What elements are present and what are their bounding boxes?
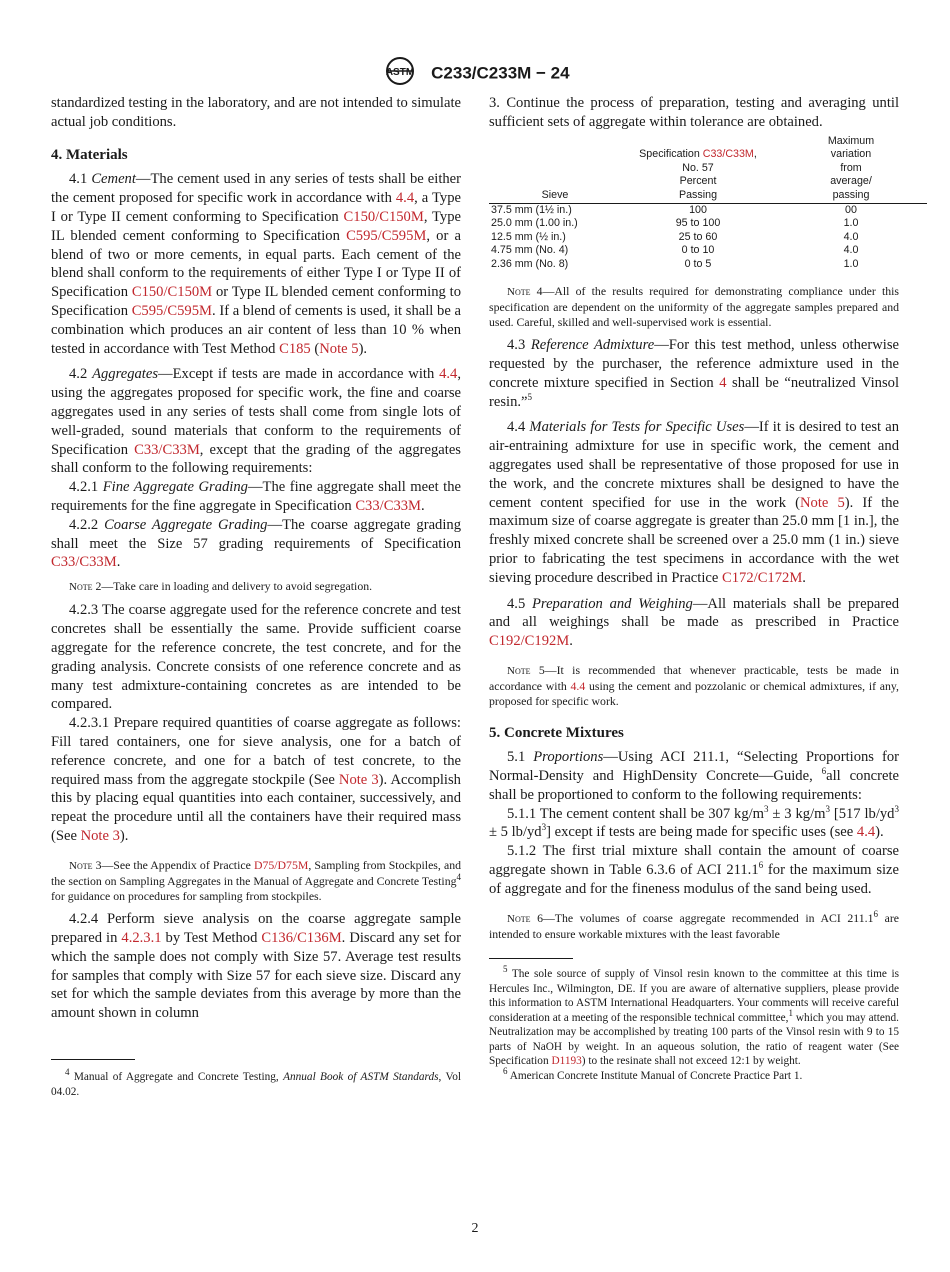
link-d75[interactable]: D75/D75M <box>253 857 309 872</box>
link-c33[interactable]: C33/C33M <box>702 148 754 161</box>
para-4-2-2: 4.2.2 Coarse Aggregate Grading—The coarse aggregate grading shall meet the Size 57 grading requirements of Specification C33/C33M. <box>51 516 461 571</box>
link-4-2-3-1[interactable]: 4.2.3.1 <box>121 930 162 947</box>
header-spec: Specification C33/C33M, No. 57 Percent Passing <box>621 135 775 203</box>
link-c595[interactable]: C595/C595M <box>346 227 427 244</box>
para-4-2-3-1: 4.2.3.1 Prepare required quantities of coarse aggregate as follows: Fill tared containers, one for sieve analysis, one for a batch of reference concrete, and one for a batch of test concrete, to the required mass from the aggregate stockpile (See Note 3). Accomplish this by placing equal quantities into each container, successively, and repeat the procedure until all the containers have their required mass (See Note 3). <box>51 715 461 844</box>
para-4-5: 4.5 Preparation and Weighing—All materials shall be prepared and all weighings shall be made as prescribed in Practice C192/C192M. <box>489 595 899 650</box>
table-row: 37.5 mm (1½ in.) 100 00 <box>491 203 857 216</box>
link-c595[interactable]: C595/C595M <box>131 302 212 319</box>
column-3-continuation: 3. Continue the process of preparation, testing and averaging until sufficient sets of aggregate within tolerance are obtained. <box>489 95 899 130</box>
footnote-rule <box>51 1059 135 1060</box>
link-c185[interactable]: C185 <box>279 340 311 357</box>
note-4: Note 4—All of the results required for demonstrating compliance under this specification are dependent on the uniformity of the aggregate samples prepared and used. Careful, skilled and well-supervised work is essential. <box>489 283 899 329</box>
note-5: Note 5—It is recommended that whenever practicable, tests be made in accordance with 4.4 using the cement and pozzolanic or chemical admixtures, if any, proposed for specific work. <box>489 662 899 709</box>
link-note-5[interactable]: Note 5 <box>319 340 359 357</box>
link-4-4[interactable]: 4.4 <box>439 366 458 383</box>
left-column <box>51 94 461 1099</box>
link-note-3[interactable]: Note 3 <box>338 771 379 788</box>
link-d1193[interactable]: D1193 <box>551 1055 582 1068</box>
link-4-4[interactable]: 4.4 <box>395 190 415 207</box>
link-note-3[interactable]: Note 3 <box>80 827 120 844</box>
astm-logo-icon <box>380 56 420 91</box>
footnote-4: $^4$ Manual of Aggregate and Concrete Testing, Annual Book of ASTM Standards, Vol 04.02. <box>51 1067 462 1098</box>
para-4-1: 4.1 Cement—The cement used in any series of tests shall be either the cement proposed for specific work in accordance with 4.4, a Type I or Type II cement conforming to Specification C150/C150M, Type IL blended cement conforming to Specification C595/C595M, or a blend of two or more cements, in equal parts. Each cement of the blend shall conform to the requirements of either Type I or Type II of Specification C150/C150M or Type IL blended cement conforming to Specification C595/C595M. If a blend of cements is used, it shall be a combination which produces an air content of less than 10 % when tested in accordance with Test Method C185 (Note 5). <box>51 171 462 357</box>
section-5-heading: 5. Concrete Mixtures <box>489 724 624 741</box>
link-4-4[interactable]: 4.4 <box>570 679 586 694</box>
right-column <box>489 94 899 1083</box>
svg-text:ASTM: ASTM <box>386 67 415 78</box>
note-2: Note 2—Take care in loading and delivery to avoid segregation. <box>69 579 373 594</box>
table-row: 4.75 mm (No. 4) 0 to 10 4.0 <box>491 244 859 257</box>
intro-paragraph: standardized testing in the laboratory, and are not intended to simulate actual job conditions. <box>51 95 461 130</box>
link-c192[interactable]: C192/C192M <box>489 633 570 650</box>
para-4-4: 4.4 Materials for Tests for Specific Uses—If it is desired to test an air-entraining admixture for use in specific work, the cement and aggregates used shall be representative of those proposed for use in the work, and the concrete mixtures shall be designed to have the cement content specified for use in the work (Note 5). If the maximum size of coarse aggregate is greater than 25.0 mm [1 in.], the freshly mixed concrete shall be screened over a 25.0 mm (1 in.) sieve prior to fabricating the test specimens in accordance with the wet sieving procedure described in Practice C172/C172M. <box>489 419 900 586</box>
table-row: 12.5 mm (½ in.) 25 to 60 4.0 <box>491 230 859 243</box>
document-designation: C233/C233M − 24 <box>431 63 570 83</box>
para-4-3: 4.3 Reference Admixture—For this test method, unless otherwise requested by the purchaser, the reference admixture used in the concrete mixture specified in Section 4 shall be “neutralized Vinsol resin.”$^5$ <box>489 337 899 410</box>
note-6: Note 6—The volumes of coarse aggregate recommended in ACI 211.1$^6$ are intended to ensure workable mixtures with the least favorable <box>489 908 899 941</box>
link-c150[interactable]: C150/C150M <box>343 208 424 225</box>
link-section-4[interactable]: 4 <box>719 374 727 391</box>
section-4-heading: 4. Materials <box>51 146 128 163</box>
link-c172[interactable]: C172/C172M <box>722 569 803 586</box>
para-4-2-4: 4.2.4 Perform sieve analysis on the coarse aggregate sample prepared in 4.2.3.1 by Test Method C136/C136M. Discard any set for which the sample does not comply with Size 57. Average test results for samples that comply with Size 57 for each sieve size. Discard any set for which the sample deviates from this average by more than the amount shown in column <box>51 911 461 1022</box>
footnote-6: $^6$ American Concrete Institute Manual of Concrete Practice Part 1. <box>503 1065 803 1082</box>
page-number: 2 <box>471 1221 479 1236</box>
link-c136[interactable]: C136/C136M <box>261 930 342 947</box>
link-c33[interactable]: C33/C33M <box>355 497 422 514</box>
link-c150[interactable]: C150/C150M <box>131 284 213 301</box>
note-3: Note 3—See the Appendix of Practice D75/D75M, Sampling from Stockpiles, and the section on Sampling Aggregates in the Manual of Aggregate and Concrete Testing$^4$ for guidance on procedures for sampling from stockpiles. <box>51 857 461 904</box>
para-4-2-3: 4.2.3 The coarse aggregate used for the reference concrete and test concretes shall be essentially the same. Provide sufficient coarse aggregate for the reference concrete, the test concrete, and for the grading analysis. Concrete consists of one reference concrete and as many test admixture-containing concretes as are intended to be compared. <box>51 602 461 713</box>
page-header <box>0 56 950 91</box>
footnote-5: $^5$ The sole source of supply of Vinsol resin known to the committee at this time is Hercules Inc., Wilmington, DE. If you are aware of alternative suppliers, please provide this information to ASTM International Headquarters. Your comments will receive careful consideration at a meeting of the responsible technical committee,$^1$ which you may attend. Neutralization may be accomplished by treating 100 parts of the Vinsol resin with 9 to 15 parts of NaOH by weight. In an aqueous solution, the ratio of reagent water (See Specification D1193) to the resinate shall not exceed 12:1 by weight. <box>489 964 899 1068</box>
link-note-5[interactable]: Note 5 <box>799 494 845 511</box>
header-max-variation: Maximum variation from average/ passing <box>775 135 927 203</box>
table-row: 2.36 mm (No. 8) 0 to 5 1.0 <box>491 257 859 270</box>
link-4-4[interactable]: 4.4 <box>856 824 876 841</box>
para-4-2-1: 4.2.1 Fine Aggregate Grading—The fine aggregate shall meet the requirements for the fine aggregate in Specification C33/C33M. <box>51 479 461 514</box>
link-c33[interactable]: C33/C33M <box>134 441 200 458</box>
para-5-1: 5.1 Proportions—Using ACI 211.1, “Selecting Proportions for Normal-Density and HighDensity Concrete—Guide, $^6$all concrete shall be proportioned to conform to the following requirements: <box>489 749 899 803</box>
para-4-2: 4.2 Aggregates—Except if tests are made in accordance with 4.4, using the aggregates proposed for specific work, the fine and coarse aggregates used in any series of tests shall come from single lots of well-graded, sound materials that conform to the requirements of Specification C33/C33M, except that the grading of the aggregates shall conform to the following requirements: <box>51 366 461 477</box>
header-sieve: Sieve <box>489 135 621 203</box>
footnote-rule <box>489 958 573 959</box>
link-c33[interactable]: C33/C33M <box>51 554 117 571</box>
grading-table <box>489 135 927 272</box>
para-5-1-2: 5.1.2 The first trial mixture shall contain the amount of coarse aggregate shown in Table 6.3.6 of ACI 211.1$^6$ for the maximum size of aggregate and for the fineness modulus of the sand being used. <box>489 843 900 897</box>
para-5-1-1: 5.1.1 The cement content shall be 307 $kg/m^3 \pm 3$ $kg/m^3$ [517 $lb/yd^3 \pm 5$ $lb/yd^3$] except if tests are being made for specific uses (see 4.4). <box>489 803 899 841</box>
table-row: 25.0 mm (1.00 in.) 95 to 100 1.0 <box>491 217 859 230</box>
table-header-row <box>489 135 927 203</box>
